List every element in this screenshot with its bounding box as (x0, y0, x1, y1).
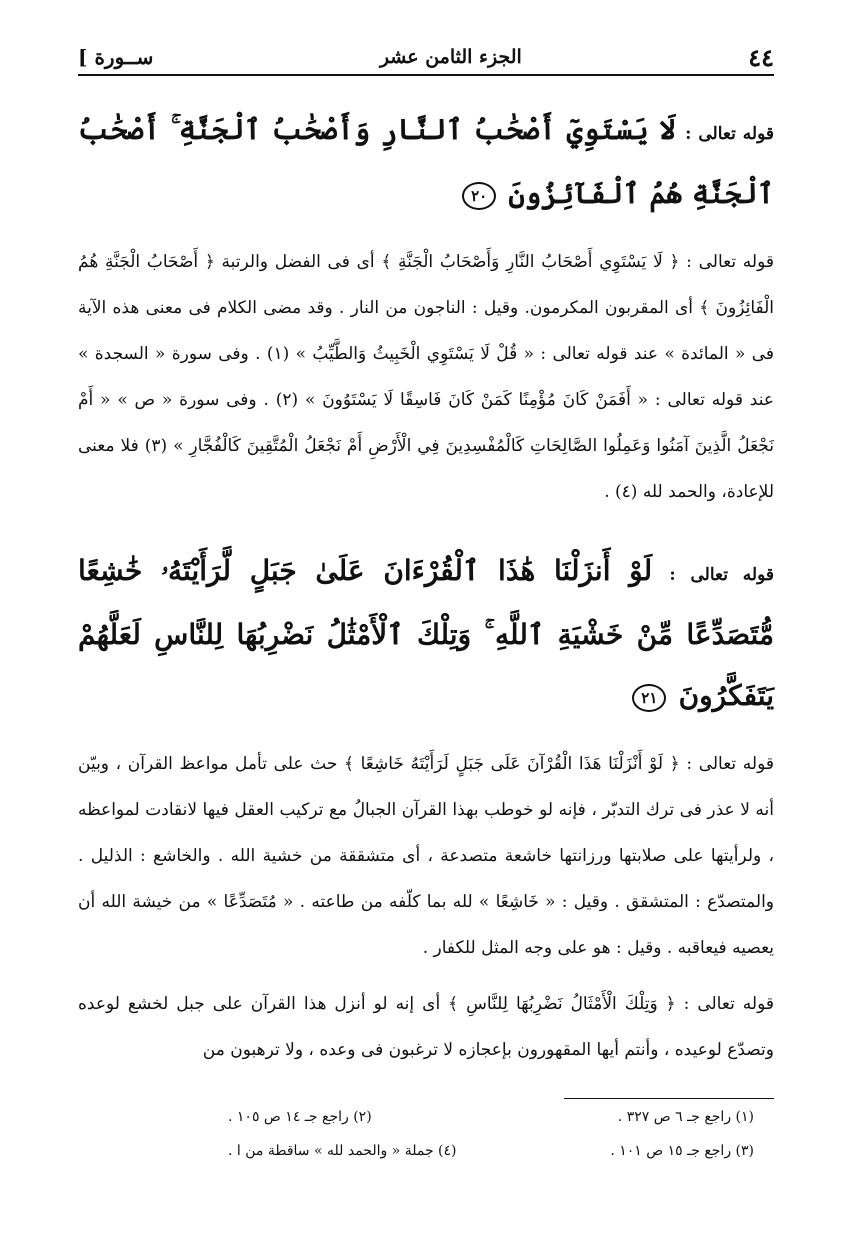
verse-block (78, 100, 774, 225)
page-body (78, 100, 774, 1083)
verse-block (78, 541, 774, 727)
footnote-row (78, 1100, 774, 1134)
footnote-row (78, 1134, 774, 1168)
commentary-paragraph: قوله تعالى : ﴿ وَتِلْكَ الْأَمْثَالُ نَضْرِبُهَا لِلنَّاسِ ﴾ أى إنه لو أنزل هذا القرآن على جبل لخشع لوعده وتصدّع لوعيده ، وأنتم أيها المقهورون بإعجازه لا ترغبون فى وعده ، ولا ترهبون من (78, 994, 774, 1060)
page-number: ٤٤ (748, 42, 774, 72)
footnote: (٤) جملة « والحمد لله » ساقطة من ا . (228, 1143, 457, 1159)
footnote: (٣) راجع جـ ١٥ ص ١٠١ . (610, 1143, 754, 1159)
footnotes (78, 1100, 774, 1168)
ayah-number-marker: ٢٠ (462, 182, 496, 210)
footnote: (١) راجع جـ ٦ ص ٣٢٧ . (617, 1109, 754, 1125)
sura-label: [ ســورة (78, 45, 154, 69)
part-title: الجزء الثامن عشر (379, 46, 522, 68)
ayah-number-marker: ٢١ (632, 684, 666, 712)
quran-verse: لَوْ أَنزَلْنَا هَٰذَا ٱلْقُرْءَانَ عَلَىٰ جَبَلٍ لَّرَأَيْتَهُۥ خَٰشِعًا مُّتَصَدِّعًا مِّنْ خَشْيَةِ ٱللَّهِ ۚ وَتِلْكَ ٱلْأَمْثَٰلُ نَضْرِبُهَا لِلنَّاسِ لَعَلَّهُمْ يَتَفَكَّرُونَ (78, 554, 774, 712)
commentary-paragraph: قوله تعالى : ﴿ لَا يَسْتَوِي أَصْحَابُ النَّارِ وَأَصْحَابُ الْجَنَّةِ ﴾ أى فى الفضل والرتبة ﴿ أَصْحَابُ الْجَنَّةِ هُمُ الْفَائِزُونَ ﴾ أى المقربون المكرمون. وقيل : الناجون من النار . وقد مضى الكلام فى معنى هذه الآية فى « المائدة » عند قوله تعالى : « قُلْ لَا يَسْتَوِي الْخَبِيثُ وَالطَّيِّبُ » (١) . وفى سورة « السجدة » عند قوله تعالى : « أَفَمَنْ كَانَ مُؤْمِنًا كَمَنْ كَانَ فَاسِقًا لَا يَسْتَوُونَ » (٢) . وفى سورة « ص » « أَمْ نَجْعَلُ الَّذِينَ آمَنُوا وَعَمِلُوا الصَّالِحَاتِ كَالْمُفْسِدِينَ فِي الْأَرْضِ أَمْ نَجْعَلُ الْمُتَّقِينَ كَالْفُجَّارِ » (٣) فلا معنى للإعادة، والحمد لله (٤) . (78, 252, 774, 502)
verse-lead: قوله تعالى : (669, 565, 775, 585)
running-header (78, 40, 774, 76)
verse-lead: قوله تعالى : (685, 124, 774, 144)
commentary-paragraph: قوله تعالى : ﴿ لَوْ أَنْزَلْنَا هَذَا الْقُرْآنَ عَلَى جَبَلٍ لَرَأَيْتَهُ خَاشِعًا ﴾ حث على تأمل مواعظ القرآن ، وبيّن أنه لا عذر فى ترك التدبّر ، فإنه لو خوطب بهذا القرآن الجبالُ مع تركيب العقل فيها لانقادت لمواعظه ، ولرأيتها على صلابتها ورزانتها خاشعة متصدعة ، أى متشققة من خشية الله . والخاشع : الذليل . والمتصدّع : المتشقق . وقيل : « خَاشِعًا » لله بما كلّفه من طاعته . « مُتَصَدِّعًا » من خيشة الله أن يعصيه فيعاقبه . وقيل : هو على وجه المثل للكفار . (78, 754, 774, 958)
quran-verse: لَا يَسْتَوِيٓ أَصْحَٰبُ ٱلنَّارِ وَأَصْحَٰبُ ٱلْجَنَّةِ ۚ أَصْحَٰبُ ٱلْجَنَّةِ هُمُ ٱلْفَآئِزُونَ (78, 113, 774, 210)
footnote: (٢) راجع جـ ١٤ ص ١٠٥ . (228, 1109, 372, 1125)
footnote-rule (564, 1098, 774, 1099)
